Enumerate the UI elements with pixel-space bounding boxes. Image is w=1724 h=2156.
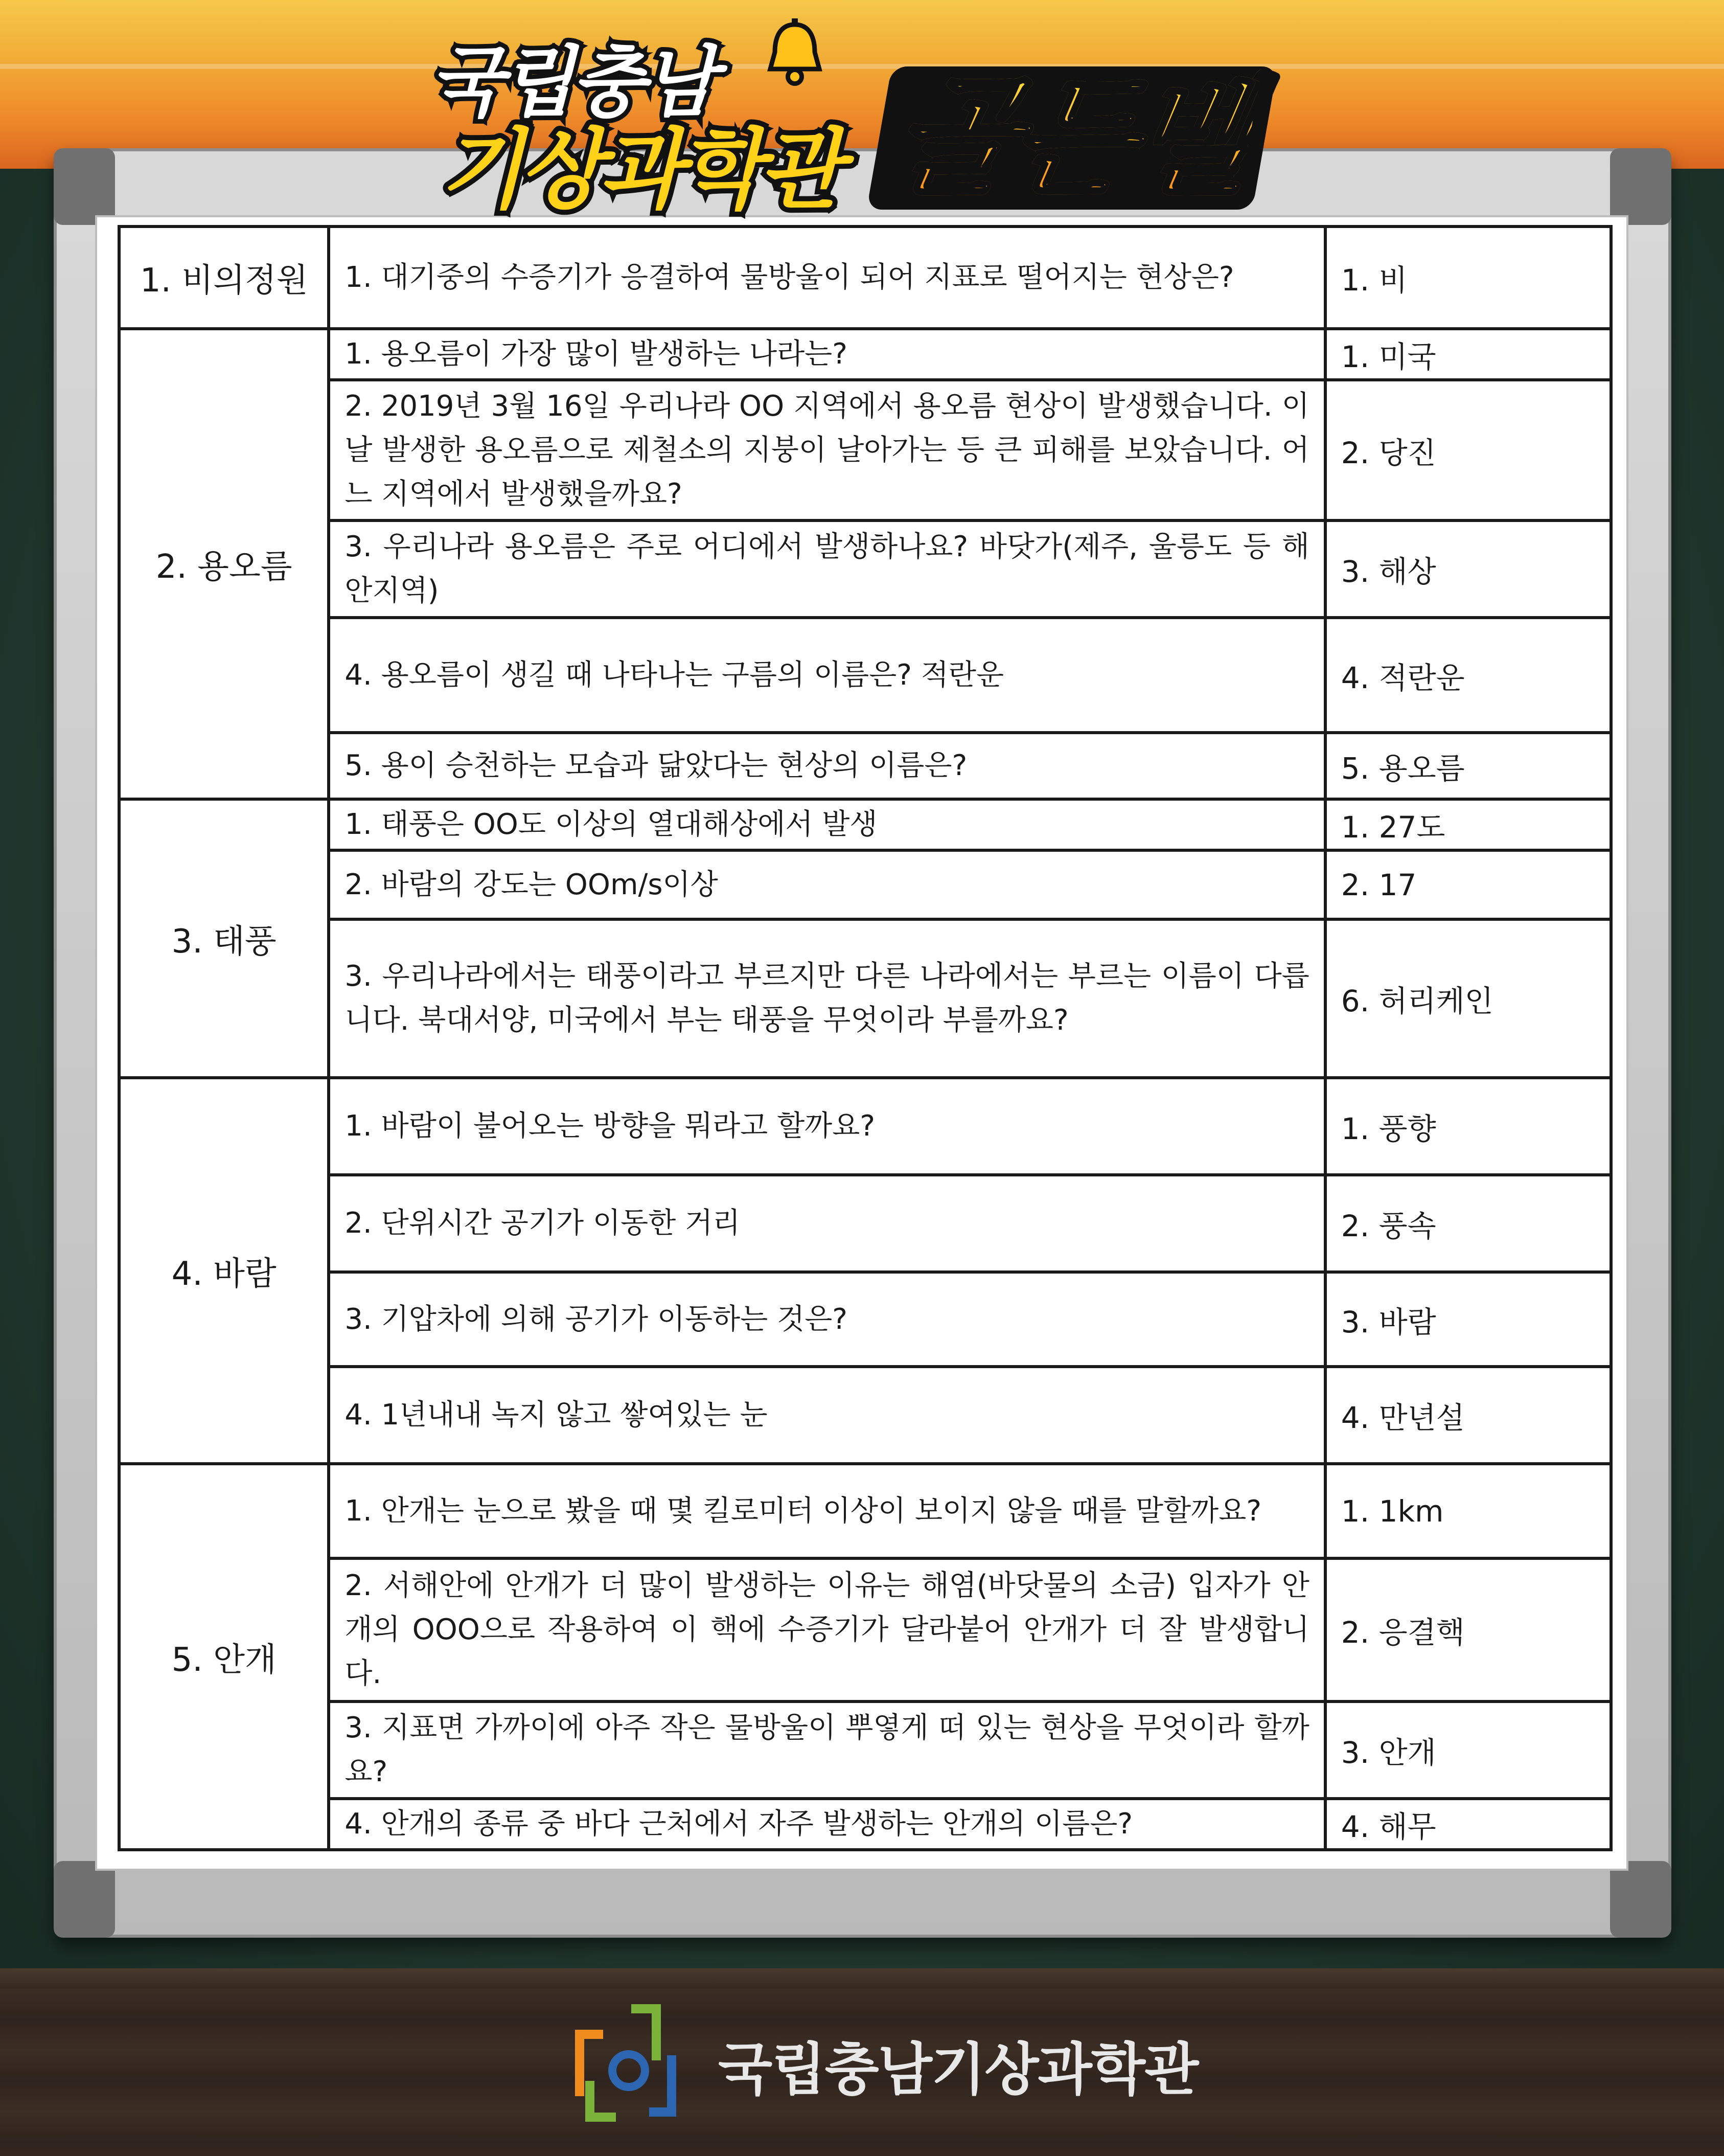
answer-cell: 4. 해무 xyxy=(1325,1799,1611,1850)
answer-cell: 1. 풍향 xyxy=(1325,1078,1611,1175)
question-cell: 1. 용오름이 가장 많이 발생하는 나라는? xyxy=(329,329,1325,380)
question-cell: 2. 2019년 3월 16일 우리나라 OO 지역에서 용오름 현상이 발생했습니다. 이날 발생한 용오름으로 제철소의 지붕이 날아가는 등 큰 피해를 보았습니다. 어느 지역에서 발생했을까요? xyxy=(329,380,1325,520)
table-row xyxy=(119,618,1611,733)
bell-icon xyxy=(756,15,833,92)
frame-corner-top-left xyxy=(54,148,115,225)
question-cell: 3. 지표면 가까이에 아주 작은 물방울이 뿌옇게 떠 있는 현상을 무엇이라 할까요? xyxy=(329,1701,1325,1799)
table-row xyxy=(119,520,1611,618)
answer-cell: 6. 허리케인 xyxy=(1325,919,1611,1078)
frame-corner-bottom-right xyxy=(1610,1861,1671,1938)
question-cell: 3. 우리나라에서는 태풍이라고 부르지만 다른 나라에서는 부르는 이름이 다릅니다. 북대서양, 미국에서 부는 태풍을 무엇이라 부를까요? xyxy=(329,919,1325,1078)
table-row xyxy=(119,380,1611,520)
answer-cell: 2. 풍속 xyxy=(1325,1175,1611,1272)
answer-cell: 2. 응결핵 xyxy=(1325,1558,1611,1701)
answer-cell: 2. 당진 xyxy=(1325,380,1611,520)
topic-cell: 5. 안개 xyxy=(119,1464,329,1850)
footer-logo xyxy=(565,1994,1198,2127)
question-cell: 4. 용오름이 생길 때 나타나는 구름의 이름은? 적란운 xyxy=(329,618,1325,733)
answer-cell: 1. 1km xyxy=(1325,1464,1611,1558)
topic-cell: 2. 용오름 xyxy=(119,329,329,799)
answer-cell: 3. 바람 xyxy=(1325,1272,1611,1367)
frame-corner-bottom-left xyxy=(54,1861,115,1938)
question-cell: 4. 1년내내 녹지 않고 쌓여있는 눈 xyxy=(329,1367,1325,1464)
answer-cell: 1. 미국 xyxy=(1325,329,1611,380)
answer-cell: 4. 적란운 xyxy=(1325,618,1611,733)
footer-org-name: 국립충남기상과학관 xyxy=(718,2037,1198,2102)
answer-cell: 1. 27도 xyxy=(1325,799,1611,850)
table-row xyxy=(119,1367,1611,1464)
quiz-table xyxy=(118,225,1613,1851)
question-cell: 5. 용이 승천하는 모습과 닮았다는 현상의 이름은? xyxy=(329,733,1325,799)
title-golden-bell: 골든벨 xyxy=(881,63,1263,212)
frame-corner-top-right xyxy=(1610,148,1671,225)
table-row xyxy=(119,1272,1611,1367)
question-cell: 4. 안개의 종류 중 바다 근처에서 자주 발생하는 안개의 이름은? xyxy=(329,1799,1325,1850)
question-cell: 1. 대기중의 수증기가 응결하여 물방울이 되어 지표로 떨어지는 현상은? xyxy=(329,226,1325,329)
answer-cell: 2. 17 xyxy=(1325,850,1611,919)
table-row xyxy=(119,799,1611,850)
table-row xyxy=(119,919,1611,1078)
topic-cell: 4. 바람 xyxy=(119,1078,329,1464)
question-cell: 3. 우리나라 용오름은 주로 어디에서 발생하나요? 바닷가(제주, 울릉도 등 해안지역) xyxy=(329,520,1325,618)
table-row xyxy=(119,329,1611,380)
table-row xyxy=(119,1701,1611,1799)
answer-cell: 3. 해상 xyxy=(1325,520,1611,618)
question-cell: 1. 안개는 눈으로 봤을 때 몇 킬로미터 이상이 보이지 않을 때를 말할까요? xyxy=(329,1464,1325,1558)
title-golden-bell-badge xyxy=(866,63,1277,212)
museum-logo-icon xyxy=(565,1994,687,2127)
table-row xyxy=(119,226,1611,329)
table-row xyxy=(119,733,1611,799)
answer-cell: 4. 만년설 xyxy=(1325,1367,1611,1464)
title-museum-line2: 기상과학관 xyxy=(440,120,839,221)
question-cell: 1. 태풍은 OO도 이상의 열대해상에서 발생 xyxy=(329,799,1325,850)
event-title xyxy=(419,15,1339,221)
table-row xyxy=(119,850,1611,919)
question-cell: 3. 기압차에 의해 공기가 이동하는 것은? xyxy=(329,1272,1325,1367)
answer-cell: 3. 안개 xyxy=(1325,1701,1611,1799)
table-row xyxy=(119,1175,1611,1272)
answer-cell: 1. 비 xyxy=(1325,226,1611,329)
question-cell: 2. 단위시간 공기가 이동한 거리 xyxy=(329,1175,1325,1272)
table-row xyxy=(119,1558,1611,1701)
table-row xyxy=(119,1078,1611,1175)
answer-cell: 5. 용오름 xyxy=(1325,733,1611,799)
topic-cell: 3. 태풍 xyxy=(119,799,329,1078)
question-cell: 1. 바람이 불어오는 방향을 뭐라고 할까요? xyxy=(329,1078,1325,1175)
title-museum-line1: 국립충남 xyxy=(429,38,714,127)
topic-cell: 1. 비의정원 xyxy=(119,226,329,329)
table-row xyxy=(119,1799,1611,1850)
question-cell: 2. 서해안에 안개가 더 많이 발생하는 이유는 해염(바닷물의 소금) 입자가 안개의 OOO으로 작용하여 이 핵에 수증기가 달라붙어 안개가 더 잘 발생합니다. xyxy=(329,1558,1325,1701)
table-row xyxy=(119,1464,1611,1558)
question-cell: 2. 바람의 강도는 OOm/s이상 xyxy=(329,850,1325,919)
